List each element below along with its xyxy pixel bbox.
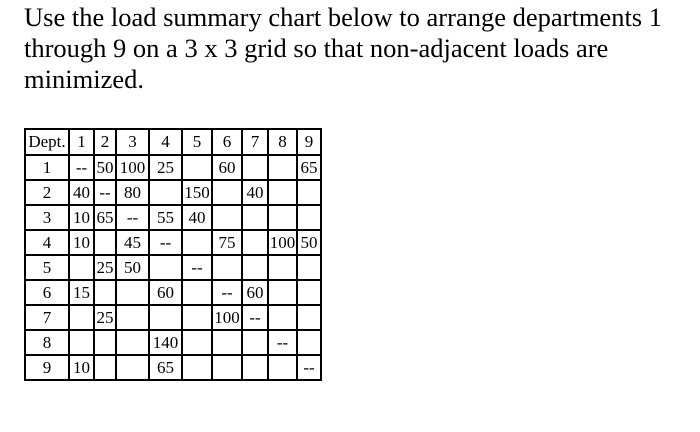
load-cell [268,305,297,330]
load-cell [297,305,321,330]
load-cell: 140 [149,330,182,355]
row-dept-label: 4 [25,230,69,255]
load-cell [182,330,212,355]
load-cell: 50 [94,155,116,180]
load-cell [242,230,268,255]
load-cell [116,355,149,380]
row-dept-label: 1 [25,155,69,180]
row-dept-label: 6 [25,280,69,305]
load-cell [69,305,94,330]
load-cell [297,205,321,230]
row-dept-label: 2 [25,180,69,205]
load-cell [268,205,297,230]
load-cell [116,305,149,330]
load-cell [297,180,321,205]
row-dept-label: 3 [25,205,69,230]
diagonal-cell: -- [242,305,268,330]
load-cell [116,280,149,305]
question-text: Use the load summary chart below to arrange departments 1 through 9 on a 3 x 3 grid so that non-adjacent loads are minimized. [24,2,662,94]
load-cell: 80 [116,180,149,205]
load-cell [212,205,242,230]
load-cell: 50 [297,230,321,255]
load-cell [116,330,149,355]
load-cell: 75 [212,230,242,255]
load-cell [182,230,212,255]
table-row [25,230,321,255]
load-cell: 65 [94,205,116,230]
header-dept-9: 9 [297,129,321,155]
load-cell [242,330,268,355]
load-cell [242,155,268,180]
load-cell: 45 [116,230,149,255]
load-cell [242,205,268,230]
header-dept-1: 1 [69,129,94,155]
row-dept-label: 9 [25,355,69,380]
row-dept-label: 5 [25,255,69,280]
row-dept-label: 7 [25,305,69,330]
load-cell: 40 [69,180,94,205]
load-cell [182,155,212,180]
diagonal-cell: -- [297,355,321,380]
load-cell [297,255,321,280]
load-cell: 65 [297,155,321,180]
load-cell: 40 [242,180,268,205]
header-dept-5: 5 [182,129,212,155]
diagonal-cell: -- [94,180,116,205]
load-cell [149,255,182,280]
load-cell: 10 [69,230,94,255]
row-dept-label: 8 [25,330,69,355]
diagonal-cell: -- [268,330,297,355]
load-cell [212,355,242,380]
load-cell [182,305,212,330]
load-cell: 10 [69,205,94,230]
header-dept-3: 3 [116,129,149,155]
load-cell [268,155,297,180]
diagonal-cell: -- [212,280,242,305]
table-row [25,255,321,280]
header-dept: Dept. [25,129,69,155]
diagonal-cell: -- [116,205,149,230]
diagonal-cell: -- [69,155,94,180]
load-cell [182,280,212,305]
table-row [25,305,321,330]
load-cell [94,355,116,380]
header-dept-4: 4 [149,129,182,155]
load-cell [268,280,297,305]
table-row [25,180,321,205]
load-cell: 65 [149,355,182,380]
load-cell: 60 [242,280,268,305]
load-cell [297,330,321,355]
load-cell: 50 [116,255,149,280]
header-dept-2: 2 [94,129,116,155]
load-cell [212,330,242,355]
load-cell: 100 [268,230,297,255]
table-row [25,155,321,180]
load-cell [149,180,182,205]
table-row [25,280,321,305]
header-dept-8: 8 [268,129,297,155]
load-cell [94,280,116,305]
load-cell: 55 [149,205,182,230]
load-cell: 40 [182,205,212,230]
load-cell [69,330,94,355]
header-dept-7: 7 [242,129,268,155]
load-cell: 150 [182,180,212,205]
table-row [25,205,321,230]
load-cell [242,255,268,280]
diagonal-cell: -- [182,255,212,280]
load-cell [268,255,297,280]
load-cell [212,255,242,280]
diagonal-cell: -- [149,230,182,255]
load-cell [297,280,321,305]
load-cell [242,355,268,380]
load-cell: 15 [69,280,94,305]
load-summary-chart [24,128,322,381]
load-cell: 60 [149,280,182,305]
load-cell: 10 [69,355,94,380]
header-dept-6: 6 [212,129,242,155]
load-cell: 100 [116,155,149,180]
load-cell [212,180,242,205]
table-header-row [25,129,321,155]
load-cell: 25 [94,255,116,280]
table-row [25,330,321,355]
load-cell: 60 [212,155,242,180]
load-cell [182,355,212,380]
load-cell: 25 [94,305,116,330]
load-cell [94,230,116,255]
load-cell [268,355,297,380]
load-cell: 100 [212,305,242,330]
table-row [25,355,321,380]
load-cell: 25 [149,155,182,180]
load-cell [69,255,94,280]
load-cell [149,305,182,330]
load-cell [94,330,116,355]
load-cell [268,180,297,205]
